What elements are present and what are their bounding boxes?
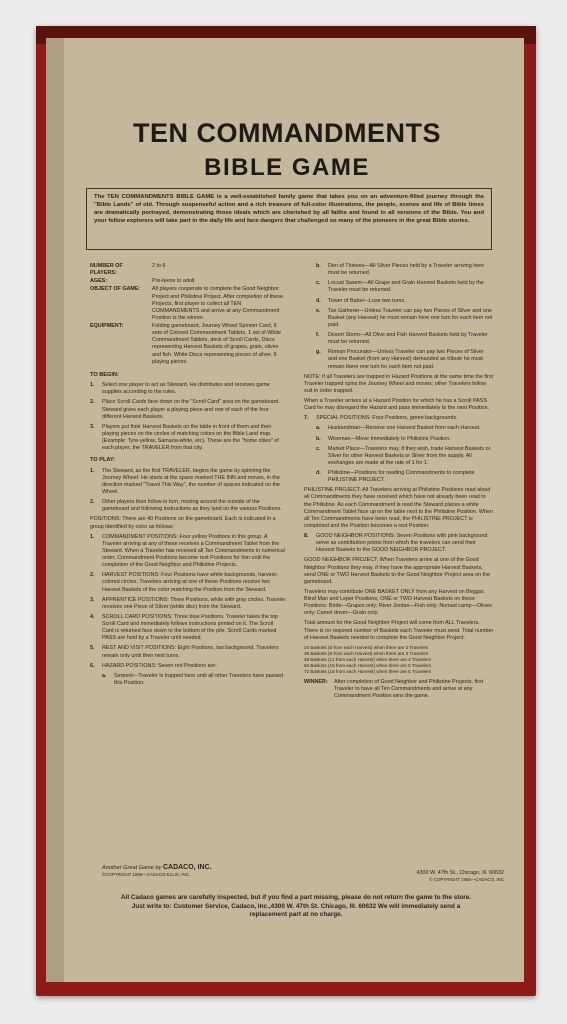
item-number: 7.: [304, 415, 309, 422]
item-text: Serpent—Traveler is trapped here until all other Travelers have passed this Position.: [114, 672, 284, 686]
copyright-right: © COPYRIGHT 1966—CADACO, INC: [429, 877, 504, 882]
item-text: APPRENTICE POSITIONS: Three Positions, white with gray circles. Traveler receives one Piece of Silver (white disc) from the Steward.: [102, 596, 286, 610]
to-play-heading: TO PLAY:: [90, 457, 116, 464]
item-letter: d.: [316, 297, 321, 304]
good-neighbor-total: Total amount for the Good Neighbor Project will come from ALL Travelers. There is no required number of Baskets each Traveler must send. Total number of Harvest Baskets needed to complete the Good Neighbor Project:: [304, 620, 494, 641]
item-number: 5.: [90, 645, 95, 652]
list-item: [304, 280, 494, 294]
rules-content: [62, 58, 512, 976]
spec-value: 2 to 6: [152, 263, 166, 269]
item-text: HARVEST POSITIONS: Four Positions have white backgrounds, harvest-colored circles. Travelers arriving at one of these Positions receive two Harvest Baskets of the color matching the Position from the Steward.: [102, 572, 278, 593]
item-text: GOOD NEIGHBOR POSITIONS: Seven Positions with pink background serve as contribution points from which the travelers can send their Harvest Baskets to the GOOD NEIGHBOR PROJECT.: [316, 533, 488, 554]
item-number: 1.: [90, 467, 95, 474]
to-begin-heading: TO BEGIN:: [90, 371, 119, 378]
item-letter: c.: [316, 445, 321, 452]
item-letter: c.: [316, 280, 321, 287]
philistine-project: PHILISTINE PROJECT: All Travelers arriving at Philistine Positions read aloud all Commandments they have received which have not already been read to the Philistine. As each Commandment is read the Steward places a white Commandment Tablet face up on the table next to the Philistine Position. When all Ten Commandments have been read, the PHILISTINE PROJECT is completed and the Position becomes a rest Position.: [304, 487, 493, 529]
item-text: Wiseman—Move Immediately to Philistine Position.: [328, 435, 451, 442]
item-number: 2.: [90, 399, 95, 406]
footer-maker: [102, 864, 302, 877]
item-text: Desert Storm—All Olive and Fish Harvest Baskets held by Traveler must be returned.: [328, 332, 488, 346]
item-letter: b.: [316, 435, 321, 442]
item-text: Players put their Harvest Baskets on the table in front of them and their playing pieces on the circles of matching colors on the Bible Land map. (Example: Tyre-yellow, Samaria-white, etc). These are the "home cities" of each player, the TRAVELER from that city.: [102, 423, 279, 452]
item-letter: f.: [316, 332, 320, 338]
item-text: REST AND VISIT POSITIONS: Eight Positions, tan background. Travelers remain only until their next turns.: [102, 645, 279, 659]
basket-requirement: 48 Baskets (12 from each Harvest) when there are 4 Travelers: [304, 656, 431, 662]
footer-prefix: Another Great Game by: [102, 865, 162, 871]
spec-value: Pre-teens to adult: [152, 278, 195, 285]
list-item: [90, 399, 286, 420]
winner-rule: [304, 679, 494, 700]
item-number: 2.: [90, 572, 95, 579]
item-letter: a.: [316, 425, 321, 432]
list-item: [90, 572, 286, 593]
good-neighbor-project: GOOD NEIGHBOR PROJECT: When Travelers arrive at one of the Good Neighbor Positions they may, if they have the appropriate Harvest Baskets, send ONE or TWO Harvest Baskets to the Good Neighbor Project area on the gameboard.: [304, 557, 490, 585]
rules-left-column: [90, 263, 286, 690]
list-item: [90, 673, 286, 687]
item-text: The Steward, as the first TRAVELER, begins the game by spinning the Journey Wheel. He starts at the space marked THE INN and moves, in the direction marked "Travel This Way", the number of spaces indicated on the Wheel.: [102, 467, 281, 495]
list-item: [90, 424, 286, 453]
list-item: [304, 446, 494, 467]
basket-requirement: 24 Baskets (6 from each Harvest) when there are 2 Travelers: [304, 644, 429, 650]
winner-text: After completion of Good Neighbor and Philistine Projects, first Traveler to have all Ten Commandments and arrive at any Commandment Position wins the game.: [334, 679, 484, 700]
list-item: [304, 415, 494, 422]
list-item: [90, 645, 286, 659]
item-text: Husbandman—Receive one Harvest Basket from each Harvest.: [328, 425, 481, 432]
item-text: Select one player to act as Steward. He distributes and receives game supplies according to the rules.: [102, 382, 270, 396]
list-item: [90, 499, 286, 513]
list-item: [304, 263, 494, 277]
basket-requirement: 36 Baskets (9 from each Harvest) when there are 3 Travelers: [304, 650, 429, 656]
list-item: [90, 382, 286, 396]
list-item: [304, 349, 494, 370]
spec-value: Folding gameboard, Journey Wheel Spinner Card, 6 sets of Colored Commandment Tablets, 1 set of White Commandment Tablets, deck of Scroll Cards, Discs representing Harvest Baskets of grapes, grain, olives and fish. White Discs representing pieces of silver, 6 playing pieces.: [152, 323, 282, 365]
spec-label: OBJECT OF GAME:: [90, 286, 141, 293]
maker-address: 4300 W. 47th St., Chicago, Ill. 60632: [416, 870, 504, 876]
item-letter: d.: [316, 470, 321, 476]
maker-name: CADACO, INC.: [162, 864, 212, 871]
hazard-note: When a Traveler arrives at a Hazard Position for which he has a Scroll PASS Card he may disregard the Hazard and pass immediately to the next Position.: [304, 398, 490, 412]
item-text: Den of Thieves—All Silver Pieces held by a Traveler arriving here must be returned.: [328, 263, 484, 277]
copyright-left: ©COPYRIGHT 1966—CADACO-ELLIS, INC.: [102, 872, 191, 877]
list-item: [304, 436, 494, 443]
item-text: Other players then follow in turn, moving around the outside of the gameboard and following instructions as they land on the various Positions.: [102, 499, 282, 513]
item-letter: b.: [316, 263, 321, 269]
good-neighbor-detail: Travelers may contribute ONE BASKET ONLY from any Harvest on Beggar, Blind Man and Leper Positions; ONE or TWO Harvest Baskets on these Positions: Bride—Grapes only; River Jordan—Fish only; Nomad camp—Olives only; Camel driver—Grain only.: [304, 588, 492, 617]
list-item: [90, 534, 286, 570]
item-text: SCROLL CARD POSITIONS: Three blue Positions. Traveler takes the top Scroll Card and immediately follows instructions printed on it. The Scroll Card is returned face down to the bottom of the pile. Scroll Cards marked PASS are held by a Traveler until needed.: [102, 613, 278, 642]
spec-label: NUMBER OF PLAYERS:: [90, 263, 123, 277]
item-number: 1.: [90, 382, 95, 389]
item-text: Place Scroll Cards face down on the "Scroll Card" area on the gameboard. Steward gives each player a playing piece and one of each of the four different Harvest Baskets.: [102, 399, 280, 420]
list-item: [90, 663, 286, 670]
basket-requirement: 60 Baskets (15 from each Harvest) when there are 5 Travelers: [304, 662, 431, 668]
list-item: [90, 468, 286, 497]
item-letter: g.: [316, 349, 321, 356]
item-number: 3.: [90, 596, 95, 603]
item-number: 8.: [304, 533, 309, 539]
list-item: [304, 298, 494, 305]
positions-intro: POSITIONS: There are 40 Positions on the gameboard. Each is indicated in a group identified by color as follows:: [90, 516, 276, 530]
item-number: 1.: [90, 533, 95, 540]
item-letter: a.: [102, 672, 107, 679]
intro-box: The TEN COMMANDMENTS BIBLE GAME is a well-established family game that takes you on an adventure-filled journey through the "Bible Lands" of old. Through suspenseful action and a rich treasure of full-color illustrations, the people, scenes and life of Bible times are dramatically portrayed, demonstrating those ideals which are cherished by all faiths and found in all versions of the Bible. You and your fellow explorers will take part in the daily life and face dangers that challenged so many of the pioneers in the great Bible stories.: [86, 188, 492, 250]
list-item: [304, 533, 494, 554]
spec-label: AGES:: [90, 278, 108, 285]
item-text: HAZARD POSITIONS: Seven red Positions are:: [102, 662, 217, 669]
item-text: Market Place—Travelers may, if they wish, trade Harvest Baskets or Silver for other Harvest Baskets or Silver from the supply. All exchanges are made at the rate of 1 for 1.: [328, 445, 491, 466]
list-item: [90, 614, 286, 643]
item-text: Tower of Babel—Lose two turns.: [328, 297, 406, 304]
item-number: 2.: [90, 499, 95, 506]
item-text: COMMANDMENT POSITIONS: Four yellow Positions in this group. A Traveler arriving at any of these receives a Commandment Tablet from the Steward. When a Traveler has received all Ten Commandments in numerical order, Commandment Positions become rest Positions for him until the completion of the Good Neighbor and Philistine Projects.: [102, 533, 285, 569]
game-title: TEN COMMANDMENTS: [133, 118, 441, 148]
item-text: Tax Gatherer—Unless Traveler can pay two Pieces of Silver and one Basket (any Harvest) he must remain here one turn for each item not paid.: [328, 307, 493, 328]
game-specs: [90, 263, 286, 366]
missing-parts-notice: All Cadaco games are carefully inspected, but if you find a part missing, please do not return the game to the store. Just write to: Customer Service, Cadaco, Inc.,4300 W. 47th St. Chicago, Ill. 60632 We will immediately send a replacement part at no charge.: [120, 894, 472, 919]
list-item: [304, 332, 494, 346]
list-item: [90, 597, 286, 611]
item-text: Philistine—Positions for reading Commandments to complete PHILISTINE PROJECT.: [328, 470, 475, 484]
winner-label: WINNER:: [304, 679, 328, 686]
list-item: [304, 470, 494, 484]
game-subtitle: BIBLE GAME: [204, 154, 370, 181]
hazard-note: NOTE: If all Travelers are trapped in Hazard Positions at the same time the first Traveler trapped spins the Journey Wheel and moves; other Travelers follow suit in order trapped.: [304, 373, 494, 394]
list-item: [304, 308, 494, 329]
list-item: [304, 425, 494, 432]
rules-right-column: [304, 263, 494, 703]
item-text: SPECIAL POSITIONS: Four Positions, green backgrounds.: [316, 415, 458, 422]
spec-value: All players cooperate to complete the Good Neighbor Project and Philistine Project. After completion of these Projects, first player to collect all TEN COMMANDMENTS and arrive at any Commandment Position is the winner.: [152, 286, 283, 321]
item-number: 4.: [90, 613, 95, 620]
spec-label: EQUIPMENT:: [90, 323, 124, 329]
item-number: 3.: [90, 423, 95, 430]
item-text: Roman Procurator—Unless Traveler can pay two Pieces of Silver and one Basket (from any Harvest) demanded as tribute he must remain there one turn for each item not paid.: [328, 349, 484, 370]
basket-requirement: 72 Baskets (18 from each Harvest) when there are 6 Travelers: [304, 669, 431, 674]
item-number: 6.: [90, 662, 95, 669]
item-letter: e.: [316, 307, 321, 314]
item-text: Locust Swarm—All Grape and Grain Harvest Baskets held by the Traveler must be returned.: [328, 280, 484, 294]
footer-address: [314, 870, 504, 882]
